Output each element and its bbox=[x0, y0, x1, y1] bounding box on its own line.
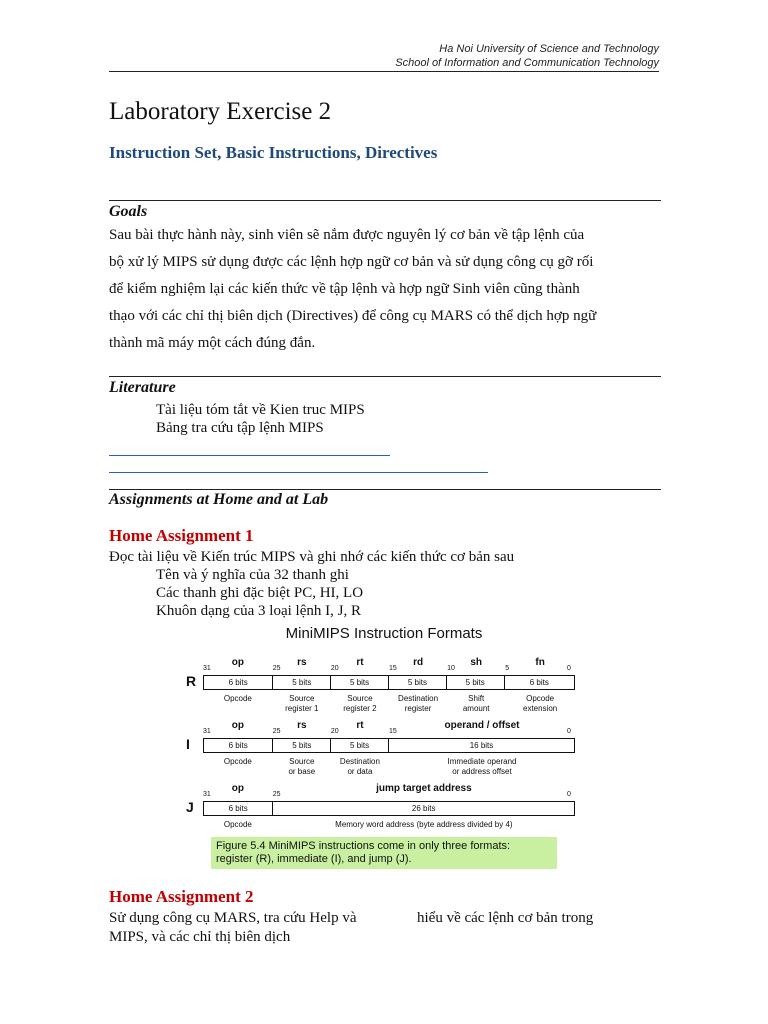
page-title: Laboratory Exercise 2 bbox=[109, 98, 332, 125]
field-name: rs bbox=[297, 720, 307, 731]
field-description bbox=[273, 757, 331, 777]
field-name: rs bbox=[297, 657, 307, 668]
header-university: Ha Noi University of Science and Technology bbox=[439, 43, 659, 55]
field-description-line: Immediate operand bbox=[447, 757, 517, 766]
field-size: 5 bits bbox=[331, 676, 389, 689]
field-description bbox=[203, 820, 273, 830]
goals-paragraph bbox=[109, 222, 669, 357]
field-description-line: or data bbox=[347, 767, 373, 776]
field-size: 5 bits bbox=[273, 676, 331, 689]
figure-caption-line: Figure 5.4 MiniMIPS instructions come in only three formats: bbox=[216, 840, 511, 852]
bit-number: 10 bbox=[447, 665, 455, 672]
field-size: 6 bits bbox=[204, 676, 273, 689]
assignments-rule bbox=[109, 489, 661, 490]
field-description-line: Source bbox=[347, 694, 373, 703]
field-description-line: register 1 bbox=[285, 704, 319, 713]
format-box-i bbox=[203, 738, 575, 753]
field-size: 5 bits bbox=[273, 739, 331, 752]
field-description bbox=[273, 694, 331, 714]
field-description bbox=[447, 694, 505, 714]
bit-number: 31 bbox=[203, 791, 211, 798]
home-assignment-2-text: hiểu về các lệnh cơ bản trong bbox=[417, 910, 594, 926]
figure-title: MiniMIPS Instruction Formats bbox=[285, 625, 483, 642]
bit-number: 20 bbox=[330, 728, 339, 735]
format-box-r bbox=[203, 675, 575, 690]
field-size: 26 bits bbox=[411, 804, 436, 813]
bit-number: 15 bbox=[389, 665, 397, 672]
field-size: 16 bits bbox=[469, 741, 494, 750]
format-box-j bbox=[203, 801, 575, 816]
field-description-line: Opcode bbox=[223, 757, 252, 766]
assignments-heading: Assignments at Home and at Lab bbox=[109, 491, 329, 508]
header-school: School of Information and Communication Technology bbox=[395, 57, 659, 69]
home-assignment-1-item: Các thanh ghi đặc biệt PC, HI, LO bbox=[156, 585, 364, 601]
bit-number: 15 bbox=[389, 728, 397, 735]
bit-number: 31 bbox=[203, 728, 211, 735]
format-letter-i: I bbox=[186, 736, 190, 752]
goals-heading: Goals bbox=[109, 203, 148, 220]
field-description-line: Shift bbox=[468, 694, 485, 703]
field-description bbox=[273, 820, 575, 830]
figure-caption-line: register (R), immediate (I), and jump (J). bbox=[216, 853, 412, 865]
field-name: operand / offset bbox=[444, 720, 520, 731]
goals-line: bộ xử lý MIPS sử dụng được các lệnh hợp ngữ cơ bản và sử dụng công cụ gỡ rối bbox=[109, 254, 594, 270]
literature-heading: Literature bbox=[109, 379, 176, 396]
goals-line: Sau bài thực hành này, sinh viên sẽ nắm được nguyên lý cơ bản về tập lệnh của bbox=[109, 227, 585, 243]
field-description bbox=[505, 694, 575, 714]
home-assignment-1-item: Khuôn dạng của 3 loại lệnh I, J, R bbox=[156, 603, 361, 619]
field-name: rt bbox=[356, 657, 364, 668]
home-assignment-1-item: Tên và ý nghĩa của 32 thanh ghi bbox=[156, 567, 349, 583]
field-description-line: Destination bbox=[339, 757, 380, 766]
bit-number: 20 bbox=[330, 665, 339, 672]
goals-line: thành mã máy một cách đúng đắn. bbox=[109, 335, 316, 351]
field-description bbox=[389, 694, 447, 714]
format-letter-r: R bbox=[186, 673, 197, 689]
bit-number: 0 bbox=[567, 791, 571, 798]
literature-item: Tài liệu tóm tắt về Kien truc MIPS bbox=[156, 402, 365, 418]
field-description-line: Destination bbox=[398, 694, 439, 703]
home-assignment-2-heading: Home Assignment 2 bbox=[109, 887, 254, 906]
field-size: 6 bits bbox=[204, 739, 273, 752]
field-size: 5 bits bbox=[389, 676, 447, 689]
field-description-line: Source bbox=[289, 694, 315, 703]
field-description-line: or address offset bbox=[452, 767, 512, 776]
home-assignment-1-intro: Đọc tài liệu về Kiến trúc MIPS và ghi nhớ các kiến thức cơ bản sau bbox=[109, 549, 515, 565]
field-description-line: extension bbox=[523, 704, 558, 713]
field-description-line: Opcode bbox=[223, 694, 252, 703]
home-assignment-2-text: MIPS, và các chỉ thị biên dịch bbox=[109, 929, 291, 945]
field-name: rt bbox=[356, 720, 364, 731]
field-description-line: Opcode bbox=[526, 694, 555, 703]
bit-number: 25 bbox=[272, 791, 281, 798]
field-name: op bbox=[231, 657, 244, 668]
bit-number: 0 bbox=[567, 728, 571, 735]
field-size: 5 bits bbox=[331, 739, 389, 752]
goals-rule bbox=[109, 200, 661, 201]
field-description-line: register 2 bbox=[343, 704, 377, 713]
field-size: 6 bits bbox=[529, 678, 549, 687]
literature-link-line bbox=[109, 472, 488, 473]
goals-line: thạo với các chỉ thị biên dịch (Directives) để công cụ MARS có thể dịch hợp ngữ bbox=[109, 308, 597, 324]
field-name: fn bbox=[535, 657, 545, 668]
field-description bbox=[331, 694, 389, 714]
literature-link-line bbox=[109, 455, 390, 456]
goals-line: để kiểm nghiệm lại các kiến thức về tập lệnh và hợp ngữ Sinh viên cũng thành bbox=[109, 281, 580, 297]
field-description-line: or base bbox=[288, 767, 316, 776]
field-description-line: Source bbox=[289, 757, 315, 766]
page-subtitle: Instruction Set, Basic Instructions, Directives bbox=[109, 143, 438, 162]
field-description bbox=[203, 757, 273, 767]
bit-number: 5 bbox=[505, 665, 510, 672]
field-name: rd bbox=[413, 657, 424, 668]
header-rule bbox=[109, 71, 659, 72]
bit-number: 25 bbox=[272, 728, 281, 735]
field-name: jump target address bbox=[376, 783, 472, 794]
figure-caption bbox=[211, 837, 557, 869]
field-description-line: Memory word address (byte address divided by 4) bbox=[335, 820, 513, 829]
field-name: op bbox=[231, 783, 244, 794]
field-name: op bbox=[231, 720, 244, 731]
bit-number: 25 bbox=[272, 665, 281, 672]
bit-number: 31 bbox=[203, 665, 211, 672]
bit-number: 0 bbox=[567, 665, 571, 672]
home-assignment-1-heading: Home Assignment 1 bbox=[109, 526, 254, 545]
field-description bbox=[203, 694, 273, 704]
field-description-line: register bbox=[404, 704, 432, 713]
field-name: sh bbox=[470, 657, 483, 668]
field-description-line: amount bbox=[462, 704, 490, 713]
field-description-line: Opcode bbox=[223, 820, 252, 829]
field-description bbox=[389, 757, 575, 777]
home-assignment-2-text: Sử dụng công cụ MARS, tra cứu Help và bbox=[109, 910, 357, 926]
format-letter-j: J bbox=[186, 799, 194, 815]
literature-rule bbox=[109, 376, 661, 377]
field-size: 6 bits bbox=[204, 802, 273, 815]
literature-item: Bảng tra cứu tập lệnh MIPS bbox=[156, 420, 324, 436]
field-size: 5 bits bbox=[447, 676, 505, 689]
field-description bbox=[331, 757, 389, 777]
